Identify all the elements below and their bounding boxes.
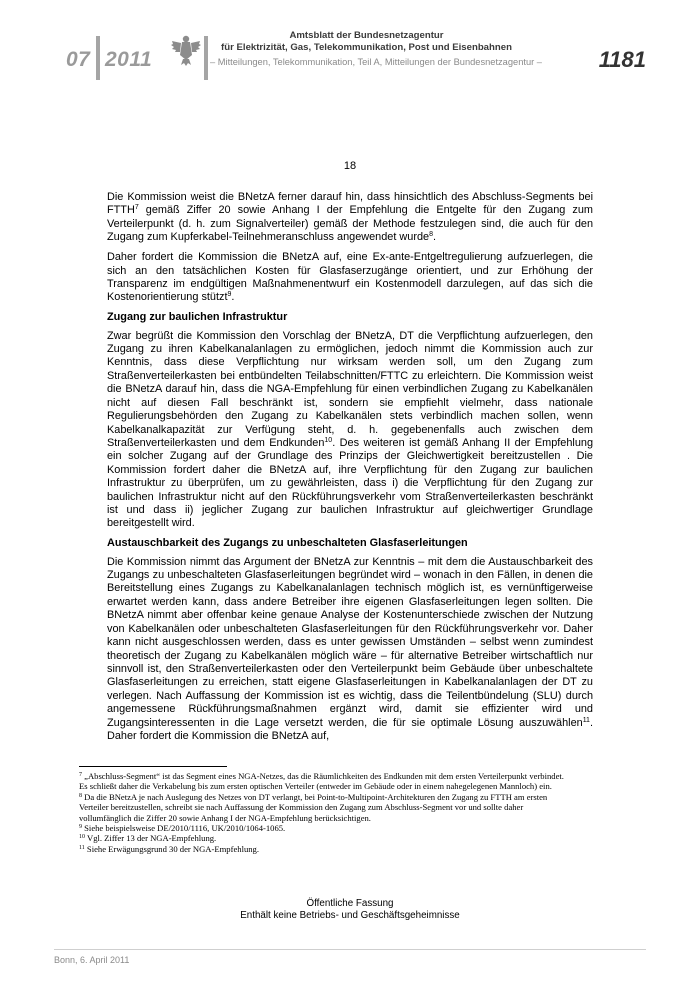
footer-place-date: Bonn, 6. April 2011 (54, 955, 130, 965)
footnote-number: 8 (79, 792, 82, 799)
text: . Des weiteren ist gemäß Anhang II der Empfehlung ein solcher Zugang auf der Grundlage des Prinzips der Gleichwertigkeit bereitzustellen . Die Kommission fordert daher die BNetzA auf, ihre Verpflichtung für den Zugang zur baulichen Infrastruktur zu überprüfen, um zu gewährleisten, dass i) die Verpflichtung für den Zugang zur baulichen Infrastruktur nicht auf den Rückführungsverkehr vom Straßenverteilerkasten beschränkt ist und dass ii) jeglicher Zugang zur baulichen Infrastruktur auf gleichwertiger Grundlage bereitgestellt wird. (107, 436, 593, 530)
issue-label: 07 (66, 48, 91, 71)
header-divider-left (96, 36, 100, 80)
footnote-text: Siehe beispielsweise DE/2010/1116, UK/2010/1064-1065. (82, 823, 286, 834)
text: Zwar begrüßt die Kommission den Vorschlag der BNetzA, DT die Verpflichtung aufzuerlegen, den Zugang zu ihren Kabelkanalanlagen zu ermöglichen, jedoch nimmt die Kommission auch zur Kenntnis, dass diese Verpflichtung nur wirksam werden soll, um den Zugang zum Straßenverteilerkasten bei entbündelten Teilabschnitten/FTTC zu erleichtern. Die Kommission weist die BNetzA darauf hin, dass die NGA-Empfehlung für einen verbindlichen Zugang zu Kabelkanälen nicht auf diesen Fall beschränkt ist, sondern sie empfiehlt vielmehr, dass nationale Regulierungsbehörden den Zugang zu Kabelkanälen stets verbindlich machen sollen, wenn Kabelkanalkapazität zur Verfügung steht, d. h. gegebenenfalls auch zwischen dem Straßenverteilerkasten und dem Endkunden (107, 329, 593, 449)
footnote (79, 792, 564, 823)
text: gemäß Ziffer 20 sowie Anhang I der Empfehlung die Entgelte für den Zugang zum Verteilerpunkt (d. h. zum Signalverteiler) gemäß der Methode festzulegen sind, die auch für den Zugang zum Kupferkabel-Teilnehmeranschluss angewendet wurde (107, 204, 593, 244)
footnote-ref: 9 (227, 291, 232, 299)
footnote (79, 844, 564, 854)
document-page-number: 18 (343, 160, 357, 172)
footnote (79, 771, 564, 792)
footer-rule (54, 949, 646, 950)
paragraph (107, 556, 593, 744)
year-label: 2011 (105, 48, 153, 71)
footnote-ref: 8 (429, 231, 433, 239)
footnote-ref: 7 (134, 204, 139, 212)
footnote-text: „Abschluss-Segment“ ist das Segment eines NGA-Netzes, das die Räumlichkeiten des Endkunden mit dem ersten Verteilerpunkt verbindet. Es schließt daher die Verkabelung bis zum ersten optischen Verteiler (entweder im Gebäude oder in einem nahegelegenen Mannloch) ein. (79, 771, 564, 792)
gazette-title (210, 30, 523, 54)
footnotes (79, 771, 564, 854)
text: . (231, 291, 235, 304)
issue-number (66, 48, 90, 72)
text: . Daher fordert die Kommission die BNetzA auf, (107, 716, 593, 742)
footnote-number: 7 (79, 772, 82, 778)
footnote (79, 823, 564, 833)
gazette-subtitle: – Mitteilungen, Telekommunikation, Teil A, Mitteilungen der Bundesnetzagentur – (210, 57, 542, 67)
text: . (432, 231, 437, 244)
header-divider-right (204, 36, 208, 80)
body-text (107, 191, 593, 750)
footnote-ref: 11 (582, 716, 590, 724)
text: Die Kommission nimmt das Argument der BNetzA zur Kenntnis – mit dem die Austauschbarkeit des Zugangs zu unbeschalteten Glasfaserleitungen begründet wird – wonach in den Fällen, in denen die Bereitstellung eines Zugangs zu Kabelkanalanlagen technisch möglich ist, es vernünftigerweise erwartet werden kann, dass andere Betreiber ihre eigenen Glasfaserleitungen legen sollten. Die BNetzA nimmt aber offenbar keine genaue Analyse der Kostenunterschiede zwischen der Nutzung von Kabelkanälen oder unbeschalteten Glasfaserleitungen für den Rückführungsverkehr vor. Daher kann nicht ausgeschlossen werden, dass es unter gewissen Umständen – selbst wenn zumindest theoretisch der Zugang zu Kabelkanälen möglich wäre – für alternative Betreiber wirtschaftlich nur sinnvoll ist, den Straßenverteilerkasten oder den Verteilerpunkt beim Gebäude über unbeschaltete Glasfaserleitungen zu erreichen, statt eigene Glasfaserleitungen in Kabelkanalanlagen der DT zu verlegen. Nach Auffassung der Kommission ist es wichtig, dass die Teilentbündelung (SLU) durch angemessene Rückführungsmaßnahmen ergänzt wird, damit sie effizienter wird und Zugangsinteressenten in die Lage versetzt werden, die für sie optimale Lösung auszuwählen (107, 555, 593, 729)
footnote-text: Vgl. Ziffer 13 der NGA-Empfehlung. (85, 833, 217, 844)
text: Daher fordert die Kommission die BNetzA auf, eine Ex-ante-Entgeltregulierung aufzuerlegen, die sich an den tatsächlichen Kosten für Glasfaserzugänge orientiert, und zur Erhöhung der Transparenz im endgültigen Maßnahmenentwurf ein Kostenmodell darzulegen, auf das sich die Kostenorientierung stützt (107, 251, 593, 304)
paragraph (107, 191, 593, 245)
issue-year (105, 48, 152, 72)
footnote-text: Siehe Erwägungsgrund 30 der NGA-Empfehlung. (84, 843, 260, 854)
gazette-title-line1: Amtsblatt der Bundesnetzagentur (289, 30, 444, 41)
footnote-text: Da die BNetzA je nach Auslegung des Netzes von DT verlangt, bei Point-to-Multipoint-Architekturen den Zugang zu FTTH am ersten Verteiler bereitzustellen, schreibt sie nach Auffassung der Kommission den Zugang zum Abschluss-Segment vor und sollte daher vollumfänglich die Ziffer 20 sowie Anhang I der NGA-Empfehlung berücksichtigen. (79, 791, 548, 823)
footnote-separator (79, 766, 227, 767)
section-heading: Austauschbarkeit des Zugangs zu unbeschalteten Glasfaserleitungen (107, 537, 468, 550)
gazette-page-number: 1181 (598, 47, 646, 72)
public-notice-line1: Öffentliche Fassung (306, 898, 394, 909)
gazette-title-line2: für Elektrizität, Gas, Telekommunikation, Post und Eisenbahnen (221, 42, 512, 53)
footnote-ref: 10 (324, 436, 333, 444)
public-notice-line2: Enthält keine Betriebs- und Geschäftsgeheimnisse (240, 910, 460, 921)
footnote-number: 9 (79, 824, 82, 831)
section-heading: Zugang zur baulichen Infrastruktur (107, 311, 288, 324)
paragraph (107, 330, 593, 531)
footnote-number: 10 (79, 834, 85, 841)
federal-eagle-icon (170, 33, 202, 67)
paragraph (107, 251, 593, 305)
public-version-notice (0, 898, 700, 922)
text: Die Kommission weist die BNetzA ferner darauf hin, dass hinsichtlich des Abschluss-Segments bei FTTH (107, 191, 593, 217)
footnote (79, 833, 564, 843)
footnote-number: 11 (79, 844, 85, 851)
